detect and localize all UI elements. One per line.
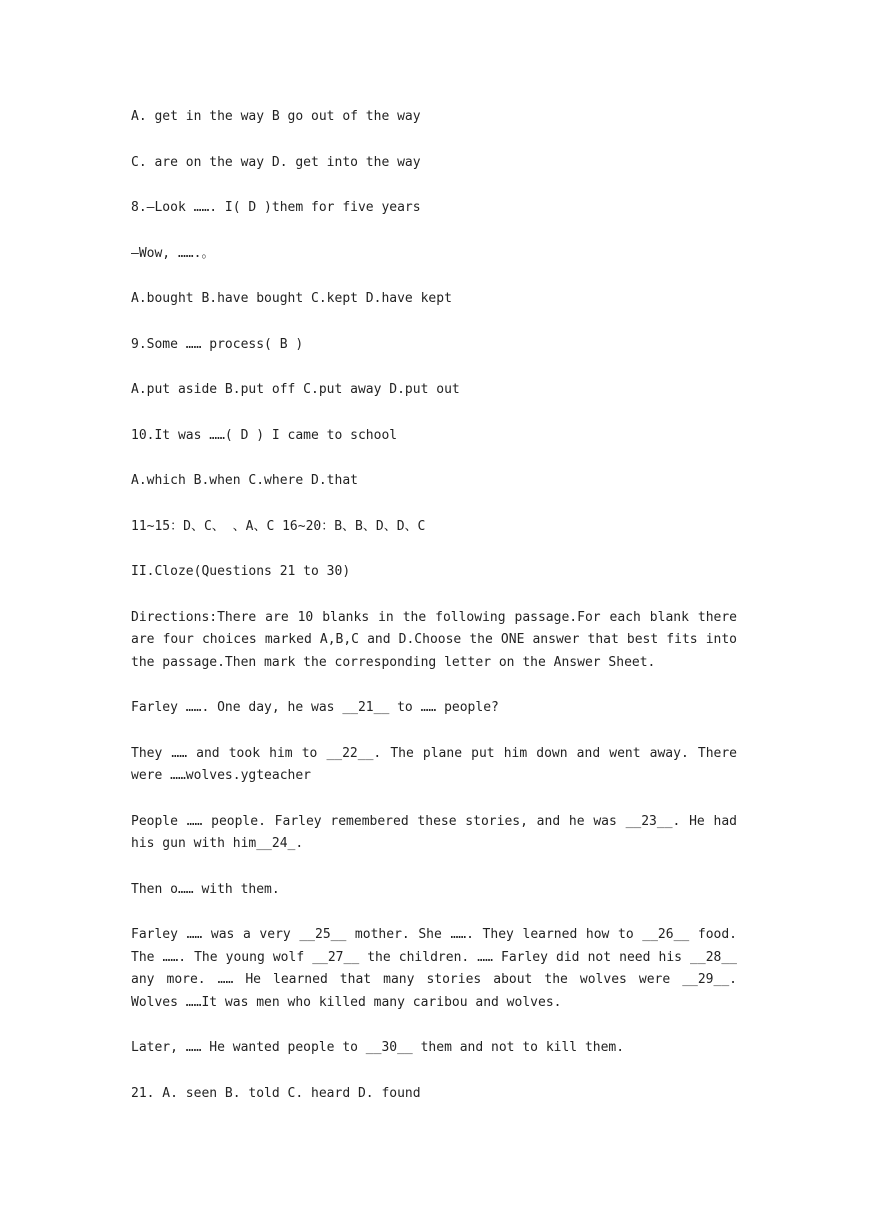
question-9: 9.Some …… process( B ): [131, 336, 304, 352]
passage-paragraph: They …… and took him to __22__. The plane put him down and went away. There were ……wolves.ygteacher: [131, 745, 737, 783]
option-line-c-d: C. are on the way D. get into the way: [131, 154, 421, 170]
passage-paragraph: Farley …… was a very __25__ mother. She ……. They learned how to __26__ food. The ……. The young wolf __27__ the children. …… Farley did not need his __28__ any more. …… He learned that many stories about the wolves were __29__. Wolves ……It was men who killed many caribou and wolves.: [131, 927, 737, 1010]
passage-paragraph: People …… people. Farley remembered these stories, and he was __23__. He had his gun with him__24_.: [131, 813, 737, 851]
section-heading-cloze: II.Cloze(Questions 21 to 30): [131, 564, 351, 579]
question-8-options: A.bought B.have bought C.kept D.have kept: [131, 291, 452, 306]
answer-key-11-20: 11~15：D、C、 、A、C 16~20：B、B、D、D、C: [131, 518, 426, 534]
option-line-a-b: A. get in the way B go out of the way: [131, 109, 421, 124]
question-10: 10.It was ……( D ) I came to school: [131, 427, 398, 443]
passage-paragraph: Farley ……. One day, he was __21__ to …… people?: [131, 700, 499, 715]
passage-paragraph: Then o…… with them.: [131, 881, 280, 897]
cloze-directions: Directions:There are 10 blanks in the following passage.For each blank there are four choices marked A,B,C and D.Choose the ONE answer that best fits into the passage.Then mark the corresponding letter on the Answer Sheet.: [131, 609, 737, 670]
question-21-options: 21. A. seen B. told C. heard D. found: [131, 1085, 421, 1101]
passage-paragraph: Later, …… He wanted people to __30__ them and not to kill them.: [131, 1040, 625, 1055]
question-8-reply: —Wow, …….。: [131, 245, 215, 261]
question-8: 8.—Look ……. I( D )them for five years: [131, 200, 421, 215]
question-10-options: A.which B.when C.where D.that: [131, 473, 358, 488]
document-body: [131, 106, 737, 1128]
question-9-options: A.put aside B.put off C.put away D.put out: [131, 382, 460, 397]
